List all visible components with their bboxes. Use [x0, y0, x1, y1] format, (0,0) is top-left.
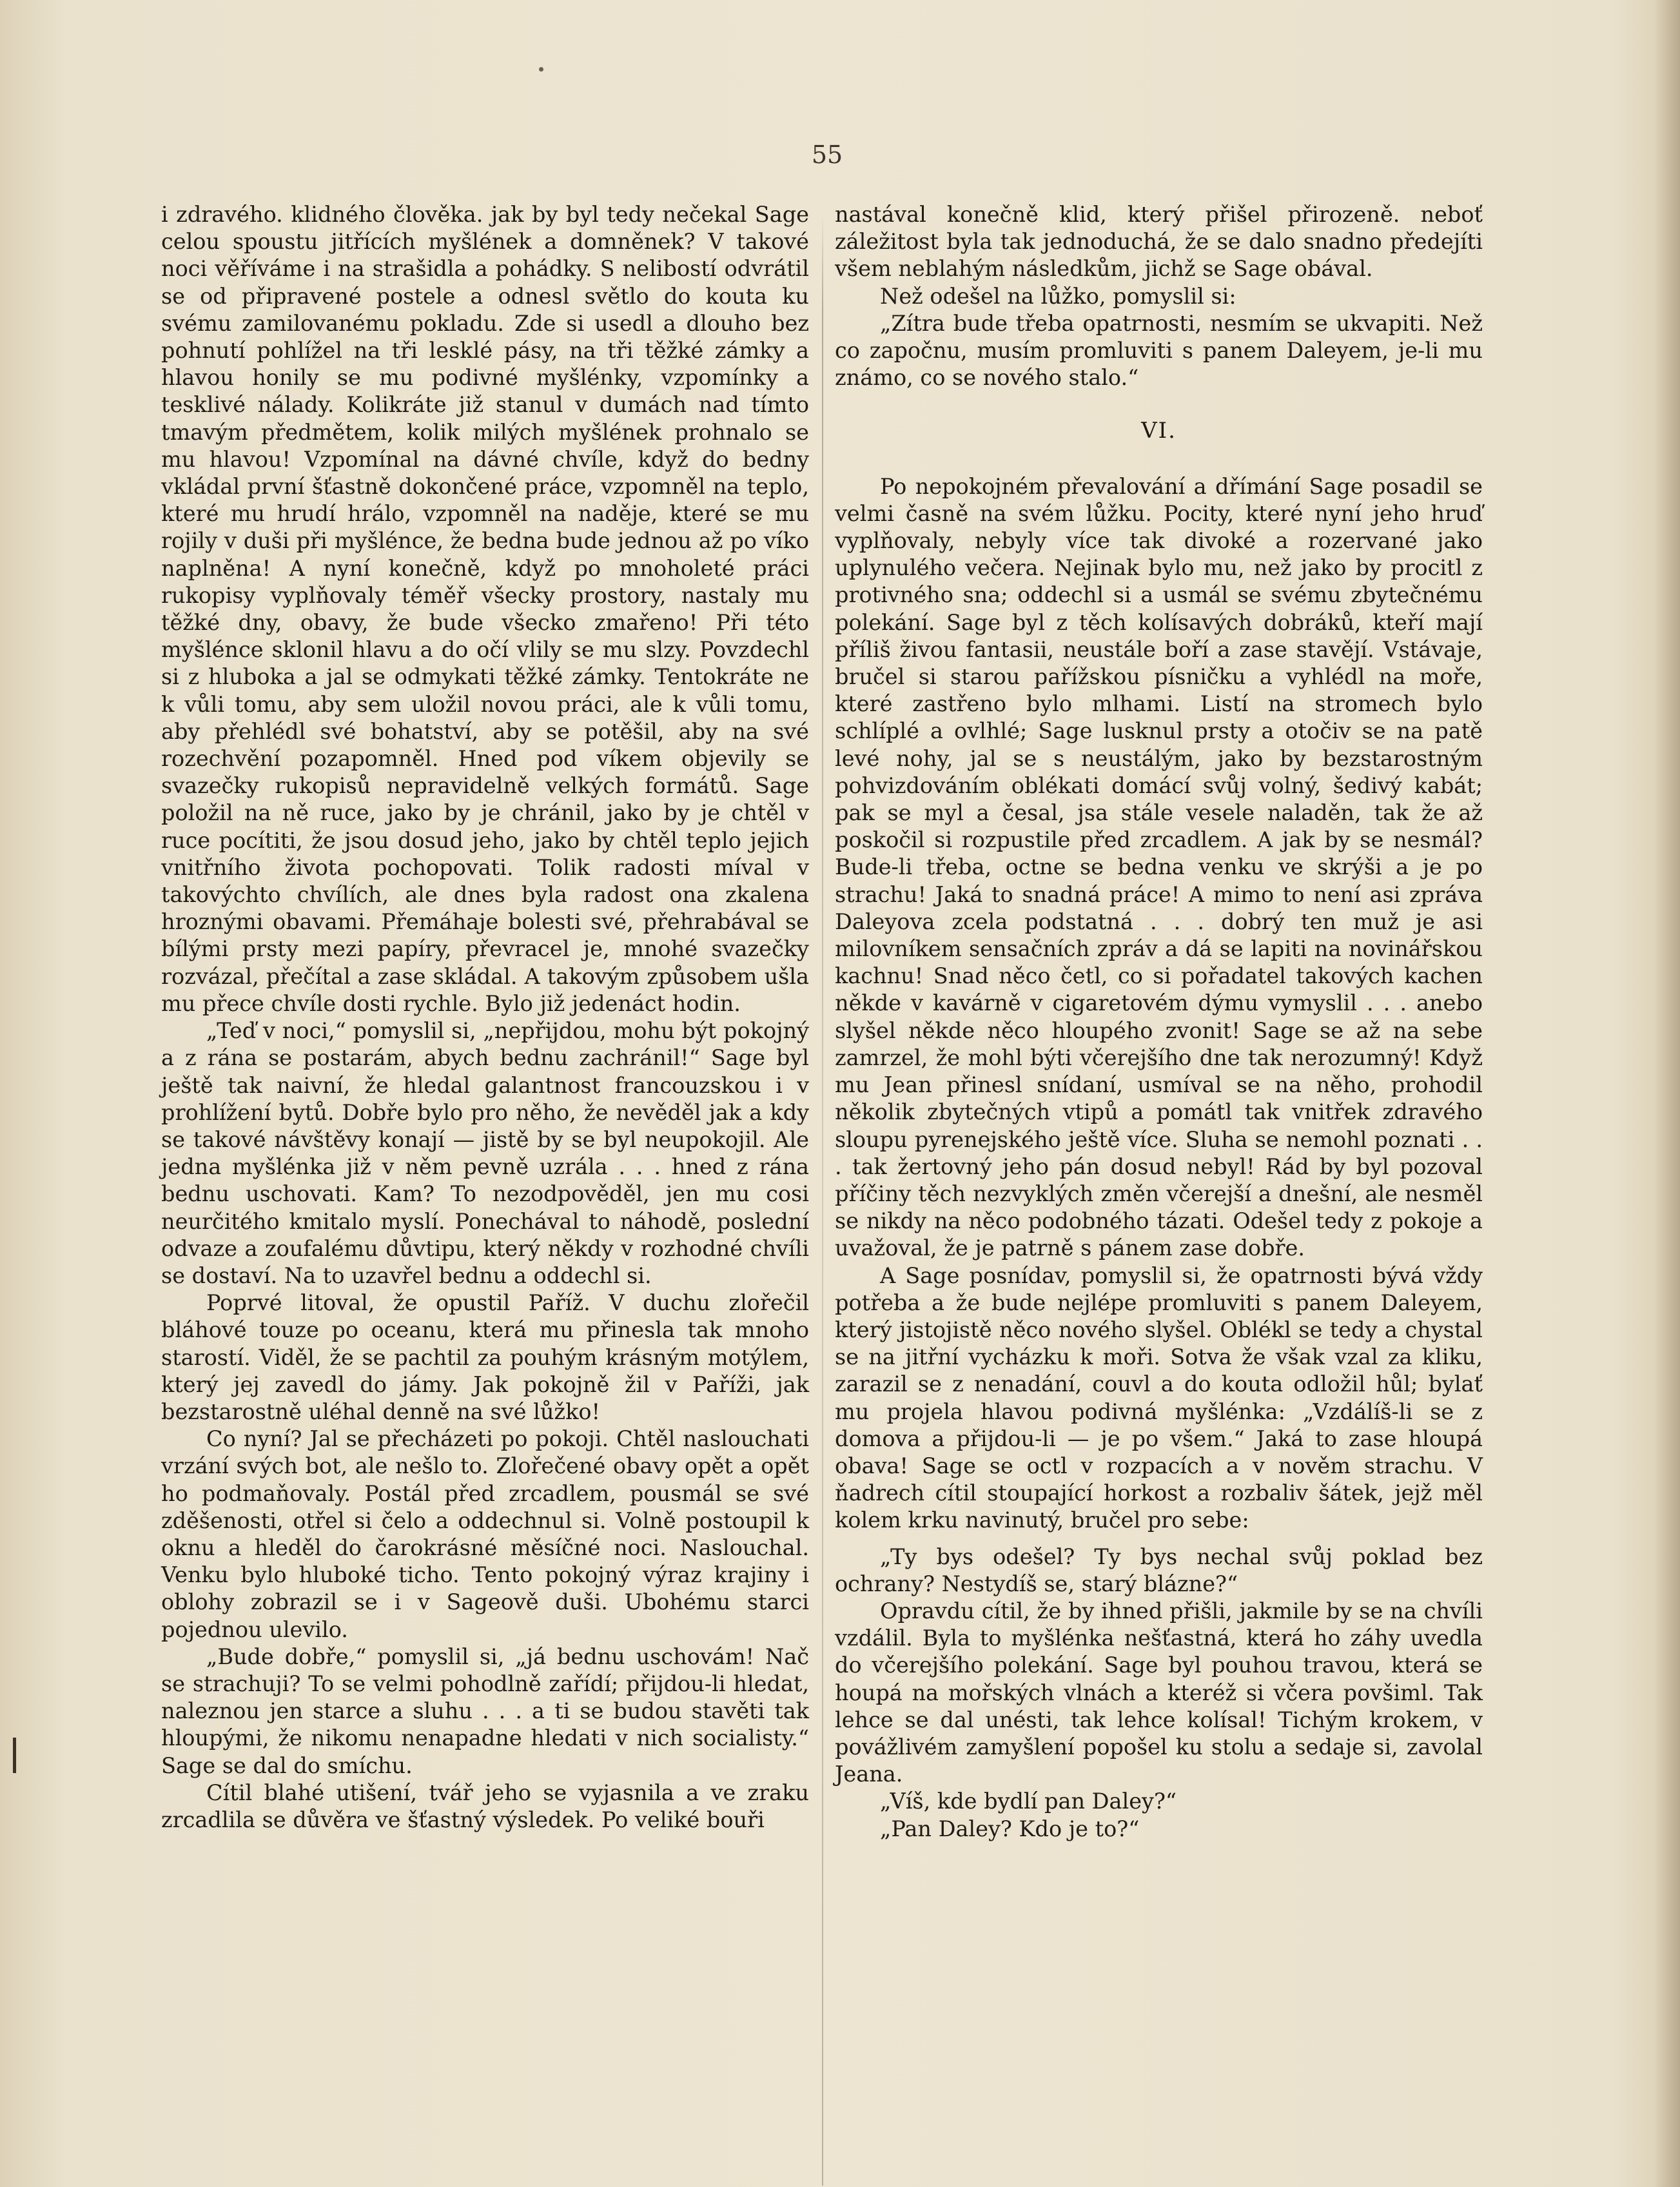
paragraph: „Ty bys odešel? Ty bys nechal svůj poklad bez ochrany? Nestydíš se, starý blázne?“ — [835, 1544, 1483, 1596]
paragraph: Poprvé litoval, že opustil Paříž. V duchu zlořečil bláhové touze po oceanu, která mu přinesla tak mnoho starostí. Viděl, že se pachtil za pouhým krásným motýlem, který jej zavedl do jámy. Jak pokojně žil v Paříži, jak bezstarostně uléhal denně na své lůžko! — [161, 1290, 809, 1424]
column-divider — [822, 213, 823, 2186]
paragraph: Než odešel na lůžko, pomyslil si: — [880, 283, 1236, 309]
paragraph: i zdravého. klidného člověka. jak by byl tedy nečekal Sage celou spoustu jitřících myšlének a domněnek? V takové noci věříváme i na strašidla a pohádky. S nelibostí odvrátil se od připravené postele a odnesl světlo do kouta ku svému zamilovanému pokladu. Zde si usedl a dlouho bez pohnutí pohlížel na tři lesklé pásy, na tři těžké zámky a hlavou honily se mu podivné myšlénky, vzpomínky a tesklivé nálady. Kolikráte již stanul v dumách nad tímto tmavým předmětem, kolik milých myšlének prohnalo se mu hlavou! Vzpomínal na dávné chvíle, když do bedny vkládal první šťastně dokončené práce, vzpomněl na teplo, které mu hrudí hrálo, vzpomněl na naděje, které se mu rojily v duši při myšlénce, že bedna bude jednou až po víko naplněna! A nyní konečně, když po mnoholeté práci rukopisy vyplňovaly téměř všecky prostory, nastaly mu těžké dny, obavy, že bude všecko zmařeno! Při této myšlénce sklonil hlavu a do očí vlily se mu slzy. Povzdechl si z hluboka a jal se odmykati těžké zámky. Tentokráte ne k vůli tomu, aby sem uložil novou práci, ale k vůli tomu, aby přehlédl své bohatství, aby se potěšil, aby na své rozechvění pozapomněl. Hned pod víkem objevily se svazečky rukopisů nepravidelně velkých formátů. Sage položil na ně ruce, jako by je chránil, jako by je chtěl v ruce pocítiti, že jsou dosud jeho, jako by chtěl teplo jejich vnitřního života pochopovati. Tolik radosti míval v takovýchto chvílích, ale dnes byla radost ona zkalena hroznými obavami. Přemáhaje bolesti své, přehrabával se bílými prsty mezi papíry, převracel je, mnohé svazečky rozvázal, přečítal a zase skládal. A takovým způsobem ušla mu přece chvíle dosti rychle. Bylo již jedenáct hodin. — [161, 202, 809, 1016]
paragraph: nastával konečně klid, který přišel přirozeně. neboť záležitost byla tak jednoduchá, že se dalo snadno předejíti všem neblahým následkům, jichž se Sage obával. — [835, 202, 1483, 282]
paragraph: Po nepokojném převalování a dřímání Sage posadil se velmi časně na svém lůžku. Pocity, které nyní jeho hruď vyplňovaly, nebyly více tak divoké a rozervané jako uplynulého večera. Nejinak bylo mu, než jako by procitl z protivného sna; oddechl si a usmál se svému zbytečnému polekání. Sage byl z těch kolísavých dobráků, kteří mají příliš živou fantasii, neustále boří a zase stavějí. Vstávaje, bručel si starou pařížskou písničku a vyhlédl na moře, které zastřeno bylo mlhami. Listí na stromech bylo schlíplé a ovlhlé; Sage lusknul prsty a otočiv se na patě levé nohy, jal se s neustálým, jako by bezstarostným pohvizdováním oblékati domácí svůj volný, šedivý kabát; pak se myl a česal, jsa stále vesele naladěn, tak že až poskočil si rozpustile před zrcadlem. A jak by se nesmál? Bude-li třeba, octne se bedna venku ve skrýši a je po strachu! Jaká to snadná práce! A mimo to není asi zpráva Daleyova zcela podstatná . . . dobrý ten muž je asi milovníkem sensačních zpráv a dá se lapiti na novinářskou kachnu! Snad něco četl, co si pořadatel takových kachen někde v kavárně v cigaretovém dýmu vymyslil . . . anebo slyšel někde něco hloupého zvonit! Sage se až na sebe zamrzel, že mohl býti včerejšího dne tak nerozumný! Když mu Jean přinesl snídaní, usmíval se na něho, prohodil několik zbytečných vtipů a pomátl tak vnitřek zdravého sloupu pyrenejského ještě více. Sluha se nemohl poznati . . . tak žertovný jeho pán dosud nebyl! Rád by byl pozoval příčiny těch nezvyklých změn včerejší a dnešní, ale nesměl se nikdy na něco podobného tázati. Odešel tedy z pokoje a uvažoval, že je patrně s pánem zase dobře. — [835, 473, 1483, 1261]
paragraph: Co nyní? Jal se přecházeti po pokoji. Chtěl naslouchati vrzání svých bot, ale nešlo to. Zlořečené obavy opět a opět ho podmaňovaly. Postál před zrcadlem, pousmál se své zděšenosti, otřel si čelo a oddechnul si. Volně postoupil k oknu a hleděl do čarokrásné měsíčné noci. Naslouchal. Venku bylo hluboké ticho. Tento pokojný výraz krajiny i oblohy zobrazil se i v Sageově duši. Ubohému starci pojednou ulevilo. — [161, 1426, 809, 1642]
chapter-heading: VI. — [1141, 418, 1177, 444]
paragraph: A Sage posnídav, pomyslil si, že opatrnosti bývá vždy potřeba a že bude nejlépe promluviti s panem Daleyem, který jistojistě něco nového slyšel. Oblékl se tedy a chystal se na jitřní vycházku k moři. Sotva že však vzal za kliku, zarazil se z nenadání, couvl a do kouta odložil hůl; bylať mu projela hlavou podivná myšlénka: „Vzdálíš-li se z domova a přijdou-li — je po všem.“ Jaká to zase hloupá obava! Sage se octl v rozpacích a v nověm strachu. V ňadrech cítil stoupající horkost a rozbaliv šátek, jejž měl kolem krku navinutý, bručel pro sebe: — [835, 1262, 1483, 1533]
paragraph: „Zítra bude třeba opatrnosti, nesmím se ukvapiti. Než co započnu, musím promluviti s panem Daleyem, je-li mu známo, co se nového stalo.“ — [835, 310, 1483, 391]
ink-spot — [539, 67, 543, 72]
paragraph: „Teď v noci,“ pomyslil si, „nepřijdou, mohu být pokojný a z rána se postarám, abych bednu zachránil!“ Sage byl ještě tak naivní, že hledal galantnost francouzskou i v prohlížení bytů. Dobře bylo pro něho, že nevěděl jak a kdy se takové návštěvy konají — jistě by se byl neupokojil. Ale jedna myšlénka již v něm pevně uzrála . . . hned z rána bednu uschovati. Kam? To nezodpověděl, jen mu cosi neurčitého kmitalo myslí. Ponechával to náhodě, poslední odvaze a zoufalému důvtipu, který někdy v rozhodné chvíli se dostaví. Na to uzavřel bednu a oddechl si. — [161, 1018, 809, 1288]
page-edge-shadow — [1654, 0, 1680, 2187]
paragraph: „Víš, kde bydlí pan Daley?“ — [880, 1789, 1177, 1814]
paragraph: „Pan Daley? Kdo je to?“ — [880, 1816, 1140, 1841]
left-column — [161, 201, 809, 1834]
right-column — [835, 201, 1483, 1843]
binding-mark — [13, 1738, 16, 1773]
page-number: 55 — [811, 141, 843, 169]
paragraph: Cítil blahé utišení, tvář jeho se vyjasnila a ve zraku zrcadlila se důvěra ve šťastný výsledek. Po veliké bouři — [161, 1780, 809, 1832]
paragraph: „Bude dobře,“ pomyslil si, „já bednu uschovám! Nač se strachuji? To se velmi pohodlně zařídí; přijdou-li hledat, naleznou jen starce a sluhu . . . a ti se budou stavěti tak hloupými, že nikomu nenapadne hledati v nich socialisty.“ Sage se dal do smíchu. — [161, 1643, 809, 1778]
paragraph: Opravdu cítil, že by ihned přišli, jakmile by se na chvíli vzdálil. Byla to myšlénka nešťastná, která ho záhy uvedla do včerejšího polekání. Sage byl pouhou travou, která se houpá na mořských vlnách a kteréž si včera povšiml. Tak lehce se dal unésti, tak lehce kolísal! Tichým krokem, v povážlivém zamyšlení popošel ku stolu a sedaje si, zavolal Jeana. — [835, 1598, 1483, 1787]
